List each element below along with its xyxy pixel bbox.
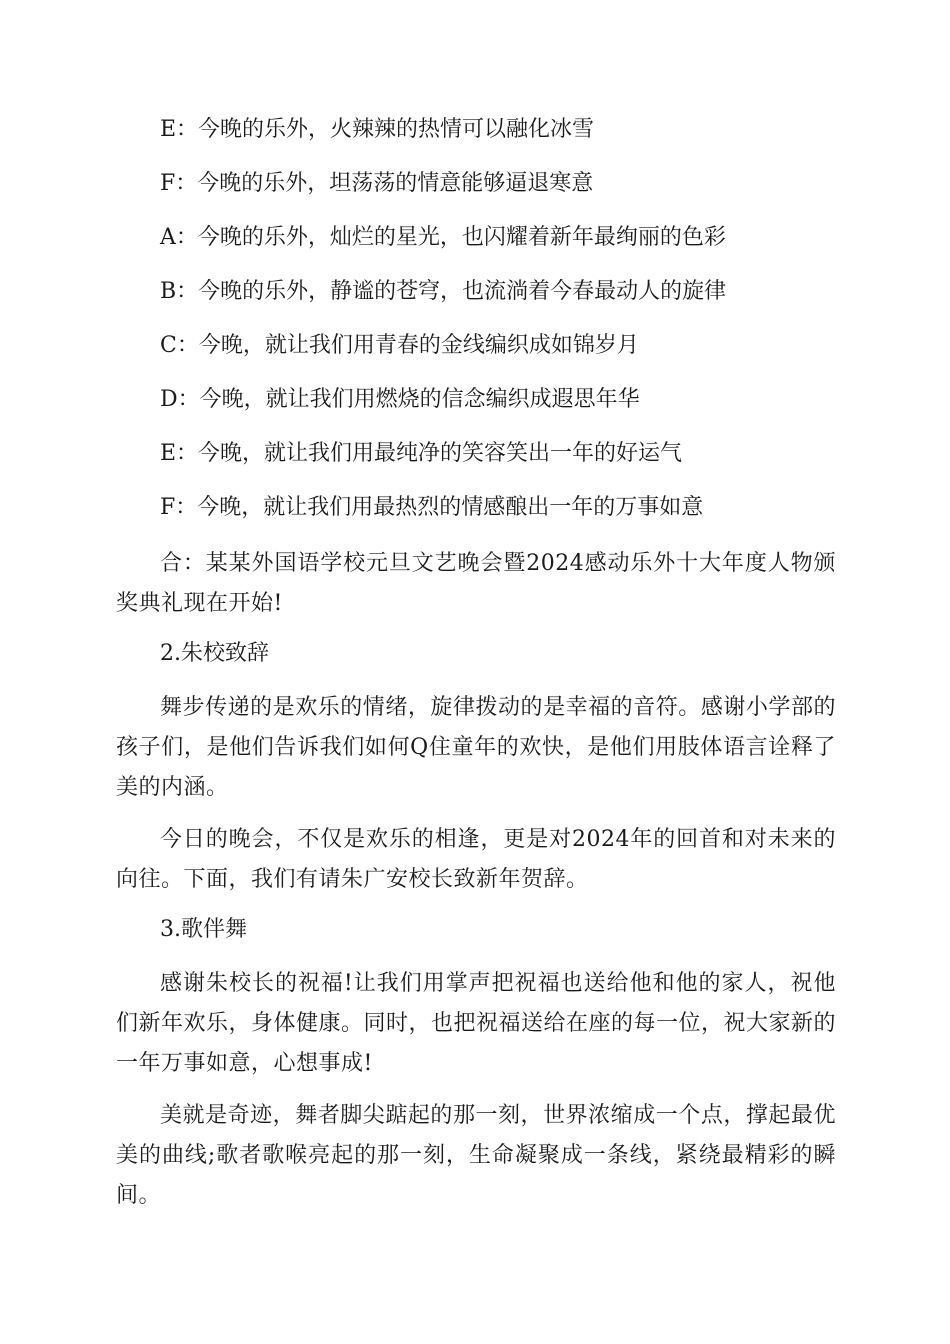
document-body <box>116 112 836 1228</box>
paragraph-thanks-principal: 感谢朱校长的祝福!让我们用掌声把祝福也送给他和他的家人，祝他们新年欢乐，身体健康。同时，也把祝福送给在座的每一位，祝大家新的一年万事如意，心想事成! <box>116 971 837 1076</box>
script-line-a: A：今晚的乐外，灿烂的星光，也闪耀着新年最绚丽的色彩 <box>160 225 726 250</box>
script-line-e1: E：今晚的乐外，火辣辣的热情可以融化冰雪 <box>160 117 595 142</box>
script-line-e2: E：今晚，就让我们用最纯净的笑容笑出一年的好运气 <box>160 441 683 466</box>
paragraph-invite-principal: 今日的晚会，不仅是欢乐的相逢，更是对2024年的回首和对未来的向往。下面，我们有请朱广安校长致新年贺辞。 <box>116 827 836 892</box>
together-announcement: 合：某某外国语学校元旦文艺晚会暨2024感动乐外十大年度人物颁奖典礼现在开始! <box>116 551 836 616</box>
script-line-c: C：今晚，就让我们用青春的金线编织成如锦岁月 <box>160 333 639 358</box>
section-heading-song-dance: 3.歌伴舞 <box>160 917 247 942</box>
script-line-f2: F：今晚，就让我们用最热烈的情感酿出一年的万事如意 <box>160 495 704 520</box>
section-heading-speech: 2.朱校致辞 <box>160 641 269 666</box>
script-line-b: B：今晚的乐外，静谧的苍穹，也流淌着今春最动人的旋律 <box>160 279 727 304</box>
paragraph-beauty-miracle: 美就是奇迹，舞者脚尖踮起的那一刻，世界浓缩成一个点，撑起最优美的曲线;歌者歌喉亮起的那一刻，生命凝聚成一条线，紧绕最精彩的瞬间。 <box>116 1103 836 1208</box>
script-line-d: D：今晚，就让我们用燃烧的信念编织成遐思年华 <box>160 387 640 412</box>
script-line-f1: F：今晚的乐外，坦荡荡的情意能够逼退寒意 <box>160 171 594 196</box>
paragraph-thanks-primary: 舞步传递的是欢乐的情绪，旋律拨动的是幸福的音符。感谢小学部的孩子们，是他们告诉我们如何Q住童年的欢快，是他们用肢体语言诠释了美的内涵。 <box>116 695 836 800</box>
